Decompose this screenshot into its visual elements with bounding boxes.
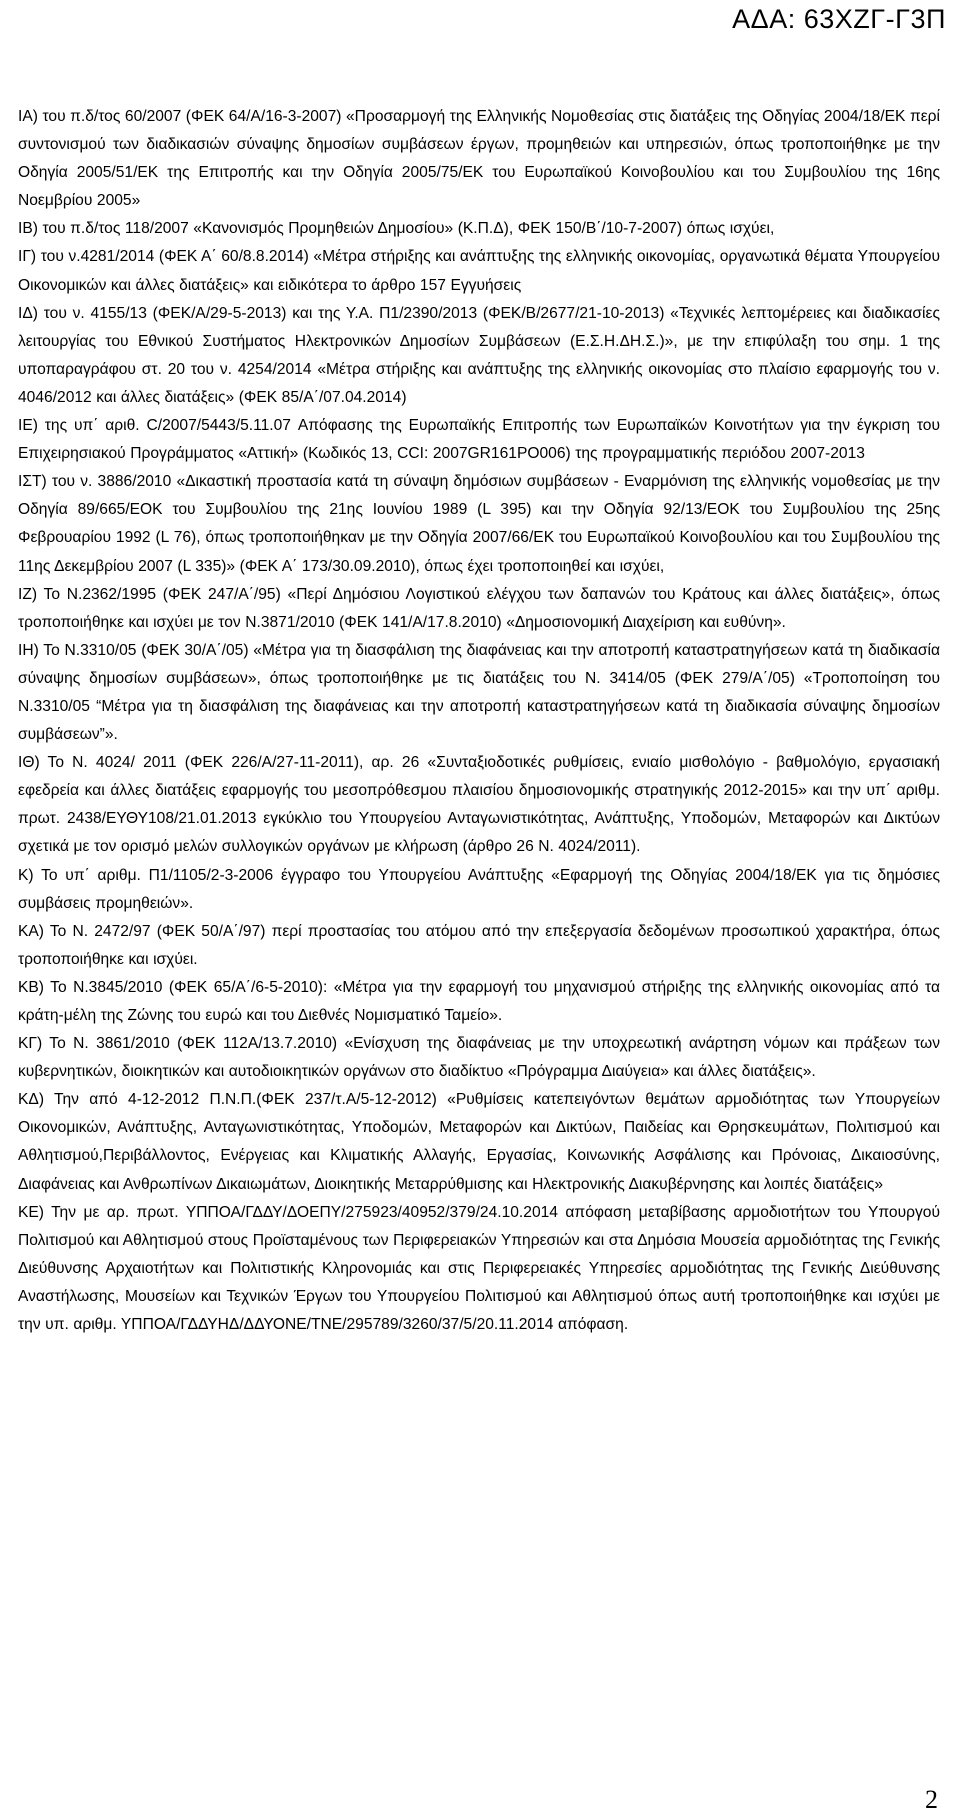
page-number: 2	[925, 1785, 938, 1814]
paragraph-kb: ΚΒ) Το Ν.3845/2010 (ΦΕΚ 65/Α΄/6-5-2010): «Μέτρα για την εφαρμογή του μηχανισμού στήριξης της ελληνικής οικονομίας από τα κράτη-μέλη της Ζώνης του ευρώ και του Διεθνές Νομισματικό Ταμείο».	[18, 978, 940, 1024]
paragraph-kg: ΚΓ) Το Ν. 3861/2010 (ΦΕΚ 112Α/13.7.2010) «Ενίσχυση της διαφάνειας με την υποχρεωτική ανάρτηση νόμων και πράξεων των κυβερνητικών, διοικητικών και αυτοδιοικητικών οργάνων στο διαδίκτυο «Πρόγραμμα Διαύγεια» και άλλες διατάξεις».	[18, 1035, 940, 1081]
paragraph-ist: ΙΣΤ) του ν. 3886/2010 «Δικαστική προστασία κατά τη σύναψη δημόσιων συμβάσεων - Εναρμόνιση της ελληνικής νομοθεσίας με την Οδηγία 89/665/ΕΟΚ του Συμβουλίου της 21ης Ιουνίου 1989 (L 395) και την Οδηγία 92/13/ΕΟΚ του Συμβουλίου της 25ης Φεβρουαρίου 1992 (L 76), όπως τροποποιήθηκαν με την Οδηγία 2007/66/ΕΚ του Ευρωπαϊκού Κοινοβουλίου και του Συμβουλίου της 11ης Δεκεμβρίου 2007 (L 335)» (ΦΕΚ Α΄ 173/30.09.2010), όπως έχει τροποποιηθεί και ισχύει,	[18, 473, 940, 575]
paragraph-ie: ΙΕ) της υπ΄ αριθ. C/2007/5443/5.11.07 Απόφασης της Ευρωπαϊκής Επιτροπής των Ευρωπαϊκών Κοινοτήτων για την έγκριση του Επιχειρησιακού Προγράμματος «Αττική» (Κωδικός 13, CCI: 2007GR161PO006) της προγραμματικής περιόδου 2007-2013	[18, 417, 940, 463]
paragraph-k: Κ) Το υπ΄ αριθμ. Π1/1105/2-3-2006 έγγραφο του Υπουργείου Ανάπτυξης «Εφαρμογή της Οδηγίας 2004/18/ΕΚ για τις δημόσιες συμβάσεις προμηθειών».	[18, 866, 940, 912]
paragraph-id: ΙΔ) του ν. 4155/13 (ΦΕΚ/Α/29-5-2013) και της Υ.Α. Π1/2390/2013 (ΦΕΚ/Β/2677/21-10-2013) «Τεχνικές λεπτομέρειες και διαδικασίες λειτουργίας του Εθνικού Συστήματος Ηλεκτρονικών Δημοσίων Συμβάσεων (Ε.Σ.Η.ΔΗ.Σ.)», με την επιφύλαξη του σημ. 1 της υποπαραγράφου στ. 20 του ν. 4254/2014 «Μέτρα στήριξης και ανάπτυξης της ελληνικής οικονομίας στο πλαίσιο εφαρμογής του ν. 4046/2012 και άλλες διατάξεις» (ΦΕΚ 85/Α΄/07.04.2014)	[18, 304, 940, 406]
ada-code: ΑΔΑ: 63ΧΖΓ-Γ3Π	[732, 4, 946, 34]
paragraph-ib: ΙΒ) του π.δ/τος 118/2007 «Κανονισμός Προμηθειών Δημοσίου» (Κ.Π.Δ), ΦΕΚ 150/Β΄/10-7-2007) όπως ισχύει,	[18, 220, 775, 238]
paragraph-ke: ΚΕ) Την με αρ. πρωτ. ΥΠΠΟΑ/ΓΔΔΥ/ΔΟΕΠΥ/275923/40952/379/24.10.2014 απόφαση μεταβίβασης αρμοδιοτήτων του Υπουργού Πολιτισμού και Αθλητισμού στους Προϊσταμένους των Περιφερειακών Υπηρεσιών και στα Δημόσια Μουσεία αρμοδιότητας της Γενικής Διεύθυνσης Αρχαιοτήτων και Πολιτιστικής Κληρονομιάς και στις Περιφερειακές Υπηρεσίες αρμοδιότητας της Γενικής Διεύθυνσης Αναστήλωσης, Μουσείων και Τεχνικών Έργων του Υπουργείου Πολιτισμού και Αθλητισμού όπως αυτή τροποποιήθηκε και ισχύει με την υπ. αριθμ. ΥΠΠΟΑ/ΓΔΔΥΗΔ/ΔΔΥΟΝΕ/ΤΝΕ/295789/3260/37/5/20.11.2014 απόφαση.	[18, 1203, 940, 1334]
paragraph-iz: ΙΖ) Το Ν.2362/1995 (ΦΕΚ 247/Α΄/95) «Περί Δημόσιου Λογιστικού ελέγχου των δαπανών του Κράτους και άλλες διατάξεις», όπως τροποποιήθηκε και ισχύει με τον Ν.3871/2010 (ΦΕΚ 141/Α/17.8.2010) «Δημοσιονομική Διαχείριση και ευθύνη».	[18, 585, 940, 631]
paragraph-ia: ΙΑ) του π.δ/τος 60/2007 (ΦΕΚ 64/Α/16-3-2007) «Προσαρμογή της Ελληνικής Νομοθεσίας στις διατάξεις της Οδηγίας 2004/18/ΕΚ περί συντονισμού των διαδικασιών σύναψης δημοσίων συμβάσεων έργων, προμηθειών και υπηρεσιών, όπως τροποποιήθηκε με την Οδηγία 2005/51/ΕΚ της Επιτροπής και την Οδηγία 2005/75/ΕΚ του Ευρωπαϊκού Κοινοβουλίου και του Συμβουλίου της 16ης Νοεμβρίου 2005»	[18, 108, 940, 210]
paragraph-ka: ΚΑ) Το Ν. 2472/97 (ΦΕΚ 50/Α΄/97) περί προστασίας του ατόμου από την επεξεργασία δεδομένων προσωπικού χαρακτήρα, όπως τροποποιήθηκε και ισχύει.	[18, 922, 940, 968]
paragraph-ig: ΙΓ) του ν.4281/2014 (ΦΕΚ Α΄ 60/8.8.2014) «Μέτρα στήριξης και ανάπτυξης της ελληνικής οικονομίας, οργανωτικά θέματα Υπουργείου Οικονομικών και άλλες διατάξεις» και ειδικότερα το άρθρο 157 Εγγυήσεις	[18, 248, 940, 294]
paragraph-kd: ΚΔ) Την από 4-12-2012 Π.Ν.Π.(ΦΕΚ 237/τ.Α/5-12-2012) «Ρυθμίσεις κατεπειγόντων θεμάτων αρμοδιότητας των Υπουργείων Οικονομικών, Ανάπτυξης, Ανταγωνιστικότητας, Υποδομών, Μεταφορών και Δικτύων, Παιδείας και Θρησκευμάτων, Πολιτισμού και Αθλητισμού,Περιβάλλοντος, Ενέργειας και Κλιματικής Αλλαγής, Εργασίας, Κοινωνικής Ασφάλισης και Πρόνοιας, Δικαιοσύνης, Διαφάνειας και Ανθρωπίνων Δικαιωμάτων, Διοικητικής Μεταρρύθμισης και Ηλεκτρονικής Διακυβέρνησης και λοιπές διατάξεις»	[18, 1091, 940, 1193]
document-body	[18, 103, 940, 1339]
paragraph-ith: ΙΘ) Το Ν. 4024/ 2011 (ΦΕΚ 226/Α/27-11-2011), αρ. 26 «Συνταξιοδοτικές ρυθμίσεις, ενιαίο μισθολόγιο - βαθμολόγιο, εργασιακή εφεδρεία και άλλες διατάξεις εφαρμογής του μεσοπρόθεσμου πλαισίου δημοσιονομικής στρατηγικής 2012-2015» και την υπ΄ αριθμ. πρωτ. 2438/ΕΥΘΥ108/21.01.2013 εγκύκλιο του Υπουργείου Ανταγωνιστικότητας, Ανάπτυξης, Υποδομών, Μεταφορών και Δικτύων σχετικά με τον ορισμό μελών συλλογικών οργάνων με κλήρωση (άρθρο 26 Ν. 4024/2011).	[18, 754, 940, 856]
paragraph-ih: ΙΗ) Το Ν.3310/05 (ΦΕΚ 30/Α΄/05) «Μέτρα για τη διασφάλιση της διαφάνειας και την αποτροπή καταστρατηγήσεων κατά τη διαδικασία σύναψης δημοσίων συμβάσεων», όπως τροποποιήθηκε με τις διατάξεις του Ν. 3414/05 (ΦΕΚ 279/Α΄/05) «Τροποποίηση του Ν.3310/05 “Μέτρα για τη διασφάλιση της διαφάνειας και την αποτροπή καταστρατηγήσεων κατά τη διαδικασία σύναψης δημοσίων συμβάσεων”».	[18, 641, 940, 744]
